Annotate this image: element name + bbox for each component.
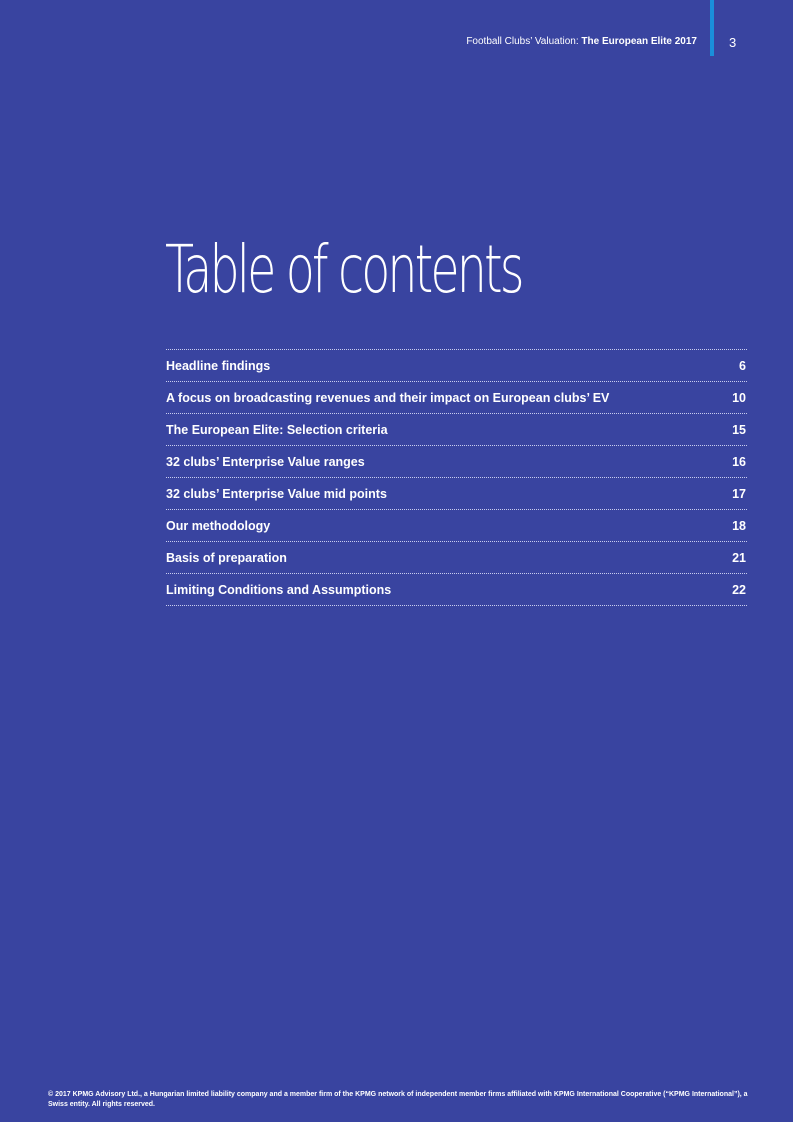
toc-item-label: 32 clubs’ Enterprise Value mid points <box>166 486 387 501</box>
header-accent-bar <box>710 0 714 56</box>
toc-item-label: Our methodology <box>166 518 271 533</box>
toc-item-label: Limiting Conditions and Assumptions <box>166 582 392 597</box>
toc-item-label: 32 clubs’ Enterprise Value ranges <box>166 454 365 469</box>
page-title: Table of contents <box>165 231 522 308</box>
running-header <box>466 36 697 47</box>
header-title-bold: The European Elite 2017 <box>581 36 697 47</box>
toc-item-broadcasting-revenues[interactable] <box>166 382 747 414</box>
toc-item-methodology[interactable] <box>166 510 747 542</box>
toc-item-page: 22 <box>732 582 746 597</box>
toc-item-page: 21 <box>732 550 746 565</box>
toc-item-selection-criteria[interactable] <box>166 414 747 446</box>
toc-item-page: 15 <box>732 422 746 437</box>
toc-item-page: 17 <box>732 486 746 501</box>
toc-item-label: The European Elite: Selection criteria <box>166 422 388 437</box>
toc-item-page: 18 <box>732 518 746 533</box>
toc-item-page: 6 <box>739 358 746 373</box>
toc-item-label: Headline findings <box>166 358 271 373</box>
toc-item-label: A focus on broadcasting revenues and their impact on European clubs’ EV <box>166 390 610 405</box>
header-title-prefix: Football Clubs’ Valuation: <box>466 36 582 47</box>
table-of-contents <box>166 349 747 606</box>
toc-item-basis-of-preparation[interactable] <box>166 542 747 574</box>
toc-item-label: Basis of preparation <box>166 550 287 565</box>
toc-item-ev-ranges[interactable] <box>166 446 747 478</box>
toc-item-headline-findings[interactable] <box>166 350 747 382</box>
toc-item-limiting-conditions[interactable] <box>166 574 747 606</box>
toc-item-page: 16 <box>732 454 746 469</box>
page-number: 3 <box>729 35 737 50</box>
toc-item-ev-mid-points[interactable] <box>166 478 747 510</box>
toc-item-page: 10 <box>732 390 746 405</box>
copyright-footer: © 2017 KPMG Advisory Ltd., a Hungarian limited liability company and a member firm of the KPMG network of independent member firms affiliated with KPMG International Cooperative (“KPMG International”), a Swiss entity. All rights reserved. <box>48 1091 748 1108</box>
